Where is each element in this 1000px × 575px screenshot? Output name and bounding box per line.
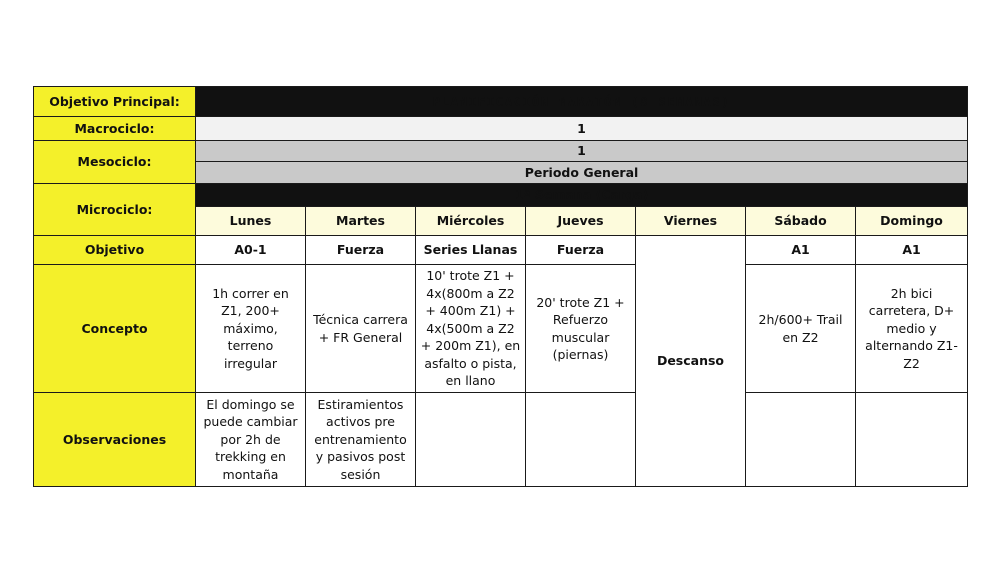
concepto-miercoles: 10' trote Z1 + 4x(800m a Z2 + 400m Z1) + 4x(500m a Z2 + 200m Z1), en asfalto o pista, en llano <box>416 265 526 393</box>
plan-title: PLANIFICACIÓN MARATÓN (8 SEMANAS) <box>196 87 968 117</box>
concepto-jueves: 20' trote Z1 + Refuerzo muscular (piernas) <box>526 265 636 393</box>
objetivo-miercoles: Series Llanas <box>416 236 526 265</box>
day-domingo: Domingo <box>856 207 968 236</box>
label-macrociclo: Macrociclo: <box>34 117 196 141</box>
training-plan-table <box>33 86 968 487</box>
observacion-sabado <box>746 393 856 487</box>
label-microciclo: Microciclo: <box>34 184 196 236</box>
day-jueves: Jueves <box>526 207 636 236</box>
mesociclo-value: 1 <box>196 141 968 162</box>
concepto-martes: Técnica carrera + FR General <box>306 265 416 393</box>
concepto-domingo: 2h bici carretera, D+ medio y alternando Z1-Z2 <box>856 265 968 393</box>
periodo-value: Periodo General <box>196 162 968 184</box>
objetivo-lunes: A0-1 <box>196 236 306 265</box>
day-martes: Martes <box>306 207 416 236</box>
label-objetivo-principal: Objetivo Principal: <box>34 87 196 117</box>
observacion-lunes: El domingo se puede cambiar por 2h de trekking en montaña <box>196 393 306 487</box>
observacion-martes: Estiramientos activos pre entrenamiento y pasivos post sesión <box>306 393 416 487</box>
label-concepto: Concepto <box>34 265 196 393</box>
label-observaciones: Observaciones <box>34 393 196 487</box>
macrociclo-value: 1 <box>196 117 968 141</box>
day-sabado: Sábado <box>746 207 856 236</box>
concepto-sabado: 2h/600+ Trail en Z2 <box>746 265 856 393</box>
day-miercoles: Miércoles <box>416 207 526 236</box>
viernes-descanso: Descanso <box>636 236 746 487</box>
day-viernes: Viernes <box>636 207 746 236</box>
observacion-jueves <box>526 393 636 487</box>
objetivo-sabado: A1 <box>746 236 856 265</box>
objetivo-domingo: A1 <box>856 236 968 265</box>
label-mesociclo: Mesociclo: <box>34 141 196 184</box>
observacion-miercoles <box>416 393 526 487</box>
objetivo-martes: Fuerza <box>306 236 416 265</box>
day-lunes: Lunes <box>196 207 306 236</box>
concepto-lunes: 1h correr en Z1, 200+ máximo, terreno irregular <box>196 265 306 393</box>
objetivo-jueves: Fuerza <box>526 236 636 265</box>
label-objetivo: Objetivo <box>34 236 196 265</box>
semana-value: 1ª Semana (Carga) <box>196 184 968 207</box>
observacion-domingo <box>856 393 968 487</box>
